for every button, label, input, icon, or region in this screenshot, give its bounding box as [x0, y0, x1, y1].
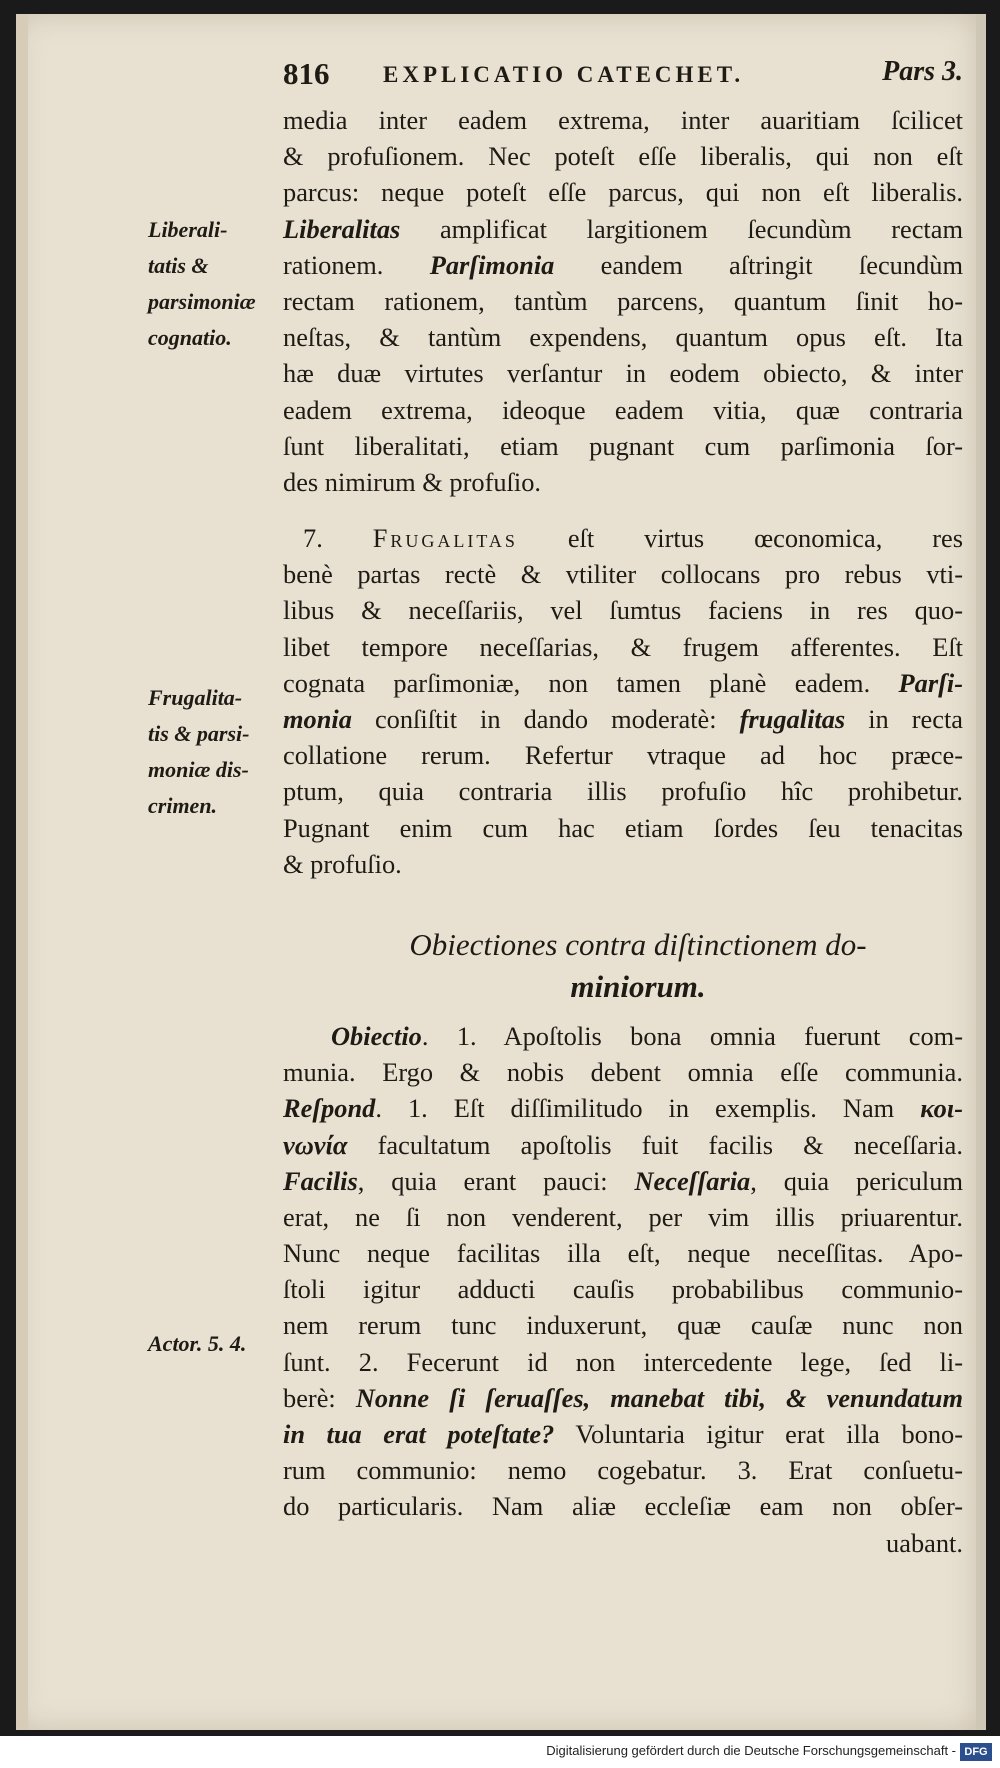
text-line: Obiectio. 1. Apoſtolis bona omnia fuerunt com-	[331, 1020, 963, 1051]
section-heading: Obiectiones contra diſtinctionem do-	[409, 926, 867, 962]
paragraph-obiectio	[283, 1018, 963, 1561]
margin-note-line: Liberali-	[148, 217, 228, 242]
text-line: nem rerum tunc induxerunt, quæ cauſæ nunc non	[283, 1310, 963, 1341]
paragraph-frugalitas-cont	[283, 556, 963, 882]
italic-term: monia	[283, 704, 352, 734]
part-indicator: Pars 3.	[882, 56, 963, 87]
text-line: uabant.	[886, 1527, 963, 1558]
margin-note-line: moniæ dis-	[148, 757, 249, 782]
text-line: munia. Ergo & nobis debent omnia eſſe communia.	[283, 1057, 963, 1088]
italic-quotation: Nonne ſi ſeruaſſes, manebat tibi, & venundatum	[355, 1382, 963, 1413]
text-line: berè: Nonne ſi ſeruaſſes, manebat tibi, & venundatum	[283, 1382, 963, 1413]
paragraph-liberalitas	[283, 102, 963, 500]
text-line: & profuſio.	[283, 848, 402, 879]
italic-term: Facilis	[283, 1165, 358, 1196]
margin-note-line: tis & parsi-	[148, 721, 250, 746]
margin-note-line: cognatio.	[148, 325, 232, 350]
section-heading-cont: miniorum.	[570, 968, 706, 1004]
dfg-logo: DFG	[960, 1743, 992, 1761]
text-line: ſunt liberalitati, etiam pugnant cum parſimonia ſor-	[283, 430, 963, 461]
text-line: rum communio: nemo cogebatur. 3. Erat conſuetu-	[283, 1455, 963, 1486]
italic-quotation: in tua erat poteſtate?	[283, 1419, 555, 1449]
text-line: 7. Frugalitas eſt virtus œconomica, res	[303, 523, 963, 554]
italic-term: Parſi-	[898, 667, 963, 698]
page-edge	[976, 14, 986, 1730]
text-line: in tua erat poteſtate? Voluntaria igitur erat illa bono-	[283, 1419, 964, 1449]
text-line: media inter eadem extrema, inter auaritiam ſcilicet	[283, 105, 963, 135]
page-gutter	[16, 14, 28, 1730]
small-caps-term: Frugalitas	[372, 523, 518, 554]
text-line: parcus: neque poteſt eſſe parcus, qui non eſt liberalis.	[283, 177, 963, 208]
text-line: ptum, quia contraria illis profuſio hîc prohibetur.	[283, 776, 963, 807]
text-line: rectam rationem, tantùm parcens, quantum ſinit ho-	[283, 285, 963, 316]
text-line: collatione rerum. Refertur vtraque ad hoc præce-	[283, 740, 963, 771]
italic-term: Liberalitas	[283, 213, 401, 244]
digitization-footer	[0, 1736, 1000, 1768]
text-line: Reſpond. 1. Eſt diſſimilitudo in exemplis. Nam κοι-	[283, 1093, 963, 1124]
text-line: eadem extrema, ideoque eadem vitia, quæ contraria	[283, 394, 963, 425]
running-title: EXPLICATIO CATECHET.	[383, 62, 745, 87]
running-header	[283, 56, 963, 96]
text-line: rationem. Parſimonia eandem aſtringit ſecundùm	[283, 249, 963, 280]
main-text	[283, 102, 963, 1561]
text-line: Pugnant enim cum hac etiam ſordes ſeu tenacitas	[283, 812, 963, 843]
italic-term: Neceſſaria	[634, 1165, 751, 1196]
text-line: do particularis. Nam aliæ eccleſiæ eam non obſer-	[283, 1491, 963, 1522]
margin-note-scripture-ref: Actor. 5. 4.	[148, 1331, 247, 1356]
margin-note-line: crimen.	[148, 793, 218, 818]
text-line: ſunt. 2. Fecerunt id non intercedente lege, ſed li-	[283, 1346, 963, 1377]
italic-term: Obiectio	[331, 1020, 422, 1051]
greek-term: νωνία	[283, 1129, 348, 1160]
margin-note-line: parsimoniæ	[148, 289, 256, 314]
italic-term: frugalitas	[739, 704, 846, 734]
italic-term: Reſpond	[283, 1093, 376, 1124]
text-line: des nimirum & profuſio.	[283, 466, 542, 497]
text-line: Facilis, quia erant pauci: Neceſſaria, quia periculum	[283, 1165, 963, 1196]
text-line: hæ duæ virtutes verſantur in eodem obiecto, & inter	[283, 358, 963, 389]
greek-term: κοι-	[920, 1093, 963, 1124]
margin-note-line: Frugalita-	[148, 685, 243, 710]
text-line: libus & neceſſariis, vel ſumtus faciens in res quo-	[283, 595, 963, 626]
text-line: erat, ne ſi non venderent, per vim illis priuarentur.	[283, 1201, 963, 1232]
text-line: ſtoli igitur adducti cauſis probabilibus communio-	[283, 1274, 963, 1305]
text-line: monia conſiſtit in dando moderatè: frugalitas in recta	[283, 704, 964, 734]
page-number: 816	[283, 56, 330, 91]
funding-credit: Digitalisierung gefördert durch die Deutsche Forschungsgemeinschaft -	[546, 1743, 956, 1758]
text-line: benè partas rectè & vtiliter collocans pro rebus vti-	[283, 559, 963, 590]
text-line: cognata parſimoniæ, non tamen planè eadem. Parſi-	[283, 667, 963, 698]
text-line: Liberalitas amplificat largitionem ſecundùm rectam	[283, 213, 963, 244]
text-line: Nunc neque facilitas illa eſt, neque neceſſitas. Apo-	[283, 1238, 963, 1269]
text-line: & profuſionem. Nec poteſt eſſe liberalis, qui non eſt	[283, 141, 963, 172]
text-line: νωνία facultatum apoſtolis fuit facilis & neceſſaria.	[283, 1129, 963, 1160]
italic-term: Parſimonia	[429, 249, 555, 280]
paragraph-frugalitas	[283, 520, 963, 556]
margin-note-line: tatis &	[148, 253, 209, 278]
text-line: libet tempore neceſſarias, & frugem afferentes. Eſt	[283, 631, 963, 662]
text-line: neſtas, & tantùm expendens, quantum opus eſt. Ita	[283, 322, 963, 353]
